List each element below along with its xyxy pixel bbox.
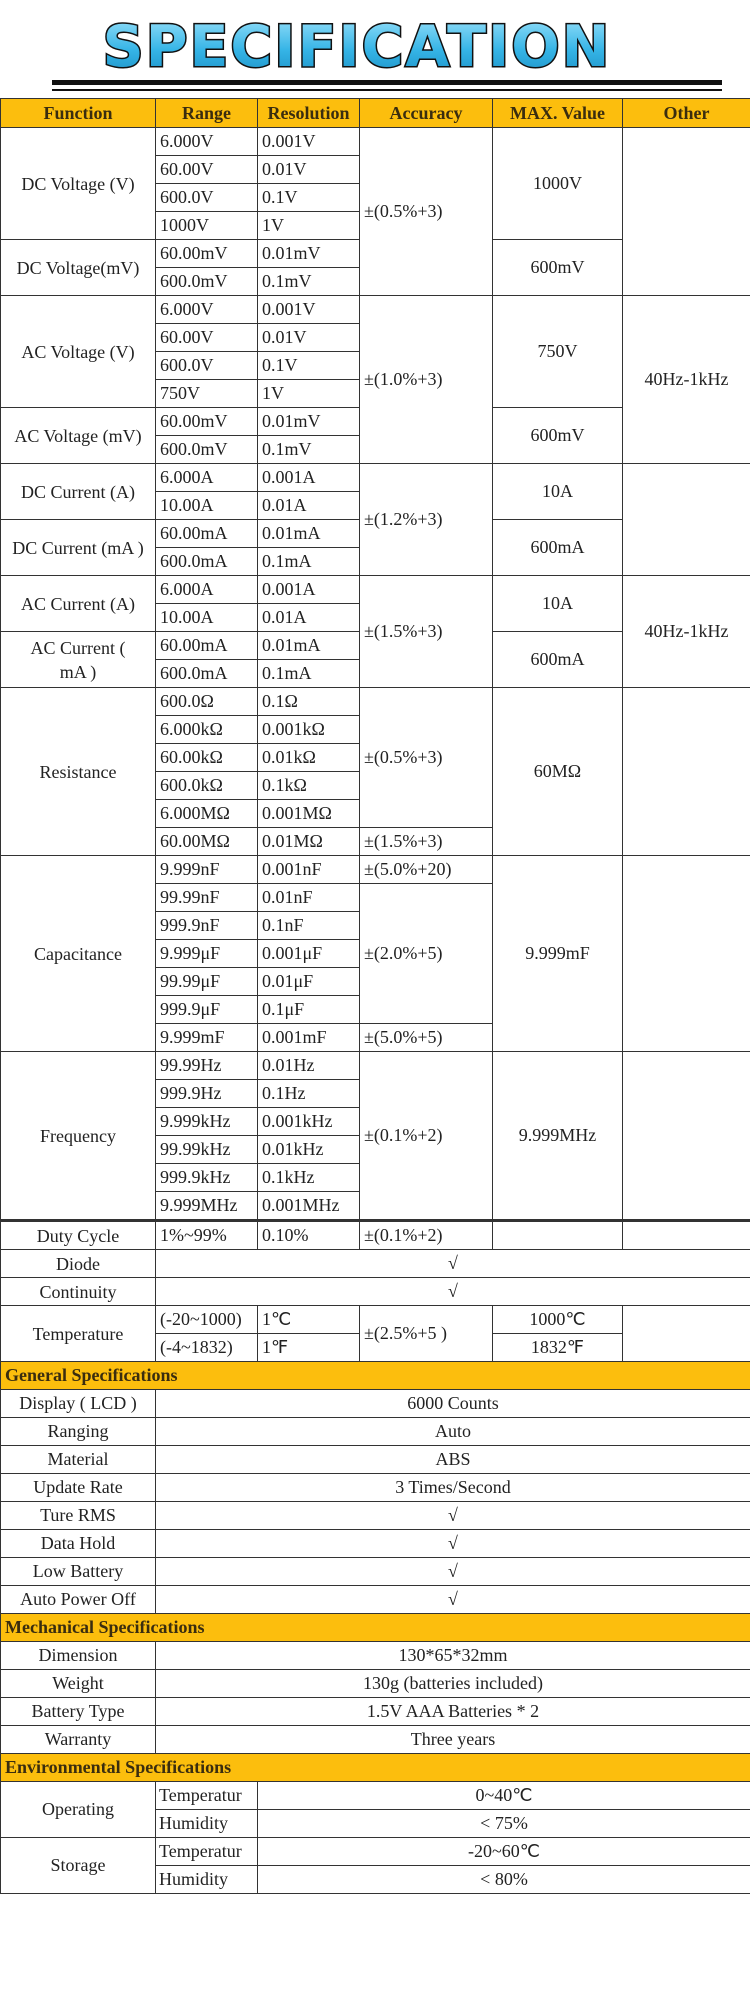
range-cell: 60.00V [156,324,258,352]
max-value-cell: 600mV [493,408,623,464]
spec-label: Ture RMS [1,1502,156,1530]
other-cell [623,1306,750,1362]
spec-label: Data Hold [1,1530,156,1558]
other-cell [623,1221,750,1250]
max-value-cell: 9.999MHz [493,1052,623,1221]
range-cell: 1000V [156,212,258,240]
function-diode: Diode [1,1250,156,1278]
accuracy-cell: ±(1.0%+3) [360,296,493,464]
function-frequency: Frequency [1,1052,156,1221]
resolution-cell: 0.001nF [258,856,360,884]
accuracy-cell: ±(1.5%+3) [360,828,493,856]
range-cell: 9.999μF [156,940,258,968]
range-cell: 6.000V [156,296,258,324]
spec-value: 6000 Counts [156,1390,750,1418]
other-cell [623,1052,750,1221]
table-row [1,1052,750,1080]
table-row [1,1558,750,1586]
spec-value: Three years [156,1726,750,1754]
resolution-cell: 0.1Ω [258,688,360,716]
resolution-cell: 0.001V [258,296,360,324]
other-cell [623,464,750,576]
resolution-cell: 0.1V [258,352,360,380]
section-title: Mechanical Specifications [1,1614,750,1642]
range-cell: 6.000MΩ [156,800,258,828]
resolution-cell: 0.1Hz [258,1080,360,1108]
range-cell: 10.00A [156,492,258,520]
header-max-value: MAX. Value [493,99,623,128]
spec-label: Update Rate [1,1474,156,1502]
range-cell: 1%~99% [156,1221,258,1250]
function-ac-current-ma: AC Current ( mA ) [1,632,156,688]
sub-label: Humidity [156,1810,258,1838]
resolution-cell: 0.01Hz [258,1052,360,1080]
range-cell: 600.0V [156,352,258,380]
header-function: Function [1,99,156,128]
header-accuracy: Accuracy [360,99,493,128]
max-value-cell: 600mV [493,240,623,296]
accuracy-cell: ±(2.0%+5) [360,884,493,1024]
function-resistance: Resistance [1,688,156,856]
check-cell: √ [156,1250,750,1278]
title-rule-thin [52,89,722,91]
resolution-cell: 1V [258,212,360,240]
resolution-cell: 0.01kHz [258,1136,360,1164]
spec-label: Dimension [1,1642,156,1670]
header-other: Other [623,99,750,128]
sub-label: Humidity [156,1866,258,1894]
max-value-cell: 600mA [493,520,623,576]
resolution-cell: 0.001A [258,464,360,492]
max-value-cell: 60MΩ [493,688,623,856]
table-row [1,576,750,604]
function-dc-current-a: DC Current (A) [1,464,156,520]
range-cell: 750V [156,380,258,408]
section-header-general [1,1362,750,1390]
resolution-cell: 0.01mA [258,632,360,660]
table-row [1,1390,750,1418]
spec-value: 3 Times/Second [156,1474,750,1502]
range-cell: 600.0mV [156,268,258,296]
header-resolution: Resolution [258,99,360,128]
resolution-cell: 0.001kΩ [258,716,360,744]
range-cell: 600.0mA [156,660,258,688]
function-ac-current-a: AC Current (A) [1,576,156,632]
function-temperature: Temperature [1,1306,156,1362]
table-row [1,1642,750,1670]
function-dc-voltage-mv: DC Voltage(mV) [1,240,156,296]
spec-label: Material [1,1446,156,1474]
resolution-cell: 0.1nF [258,912,360,940]
table-row [1,1838,750,1866]
resolution-cell: 0.01A [258,492,360,520]
accuracy-cell: ±(5.0%+5) [360,1024,493,1052]
resolution-cell: 0.01V [258,156,360,184]
spec-label: Display ( LCD ) [1,1390,156,1418]
spec-label: Warranty [1,1726,156,1754]
spec-value: √ [156,1586,750,1614]
other-cell: 40Hz-1kHz [623,576,750,688]
resolution-cell: 0.1mA [258,660,360,688]
range-cell: 999.9Hz [156,1080,258,1108]
range-cell: 600.0Ω [156,688,258,716]
range-cell: 6.000A [156,464,258,492]
resolution-cell: 1℃ [258,1306,360,1334]
header-range: Range [156,99,258,128]
table-row [1,1670,750,1698]
resolution-cell: 0.1mV [258,436,360,464]
spec-value: 130*65*32mm [156,1642,750,1670]
table-row [1,1698,750,1726]
accuracy-cell: ±(0.5%+3) [360,128,493,296]
range-cell: 600.0V [156,184,258,212]
range-cell: 60.00kΩ [156,744,258,772]
range-cell: (-4~1832) [156,1334,258,1362]
resolution-cell: 0.1μF [258,996,360,1024]
table-row [1,1586,750,1614]
function-dc-current-ma: DC Current (mA ) [1,520,156,576]
resolution-cell: 0.001A [258,576,360,604]
table-row [1,856,750,884]
spec-value: < 75% [258,1810,750,1838]
max-value-cell: 750V [493,296,623,408]
resolution-cell: 0.1mV [258,268,360,296]
resolution-cell: 0.1mA [258,548,360,576]
table-row [1,296,750,324]
page-title: SPECIFICATION [102,14,612,80]
range-cell: 60.00mV [156,408,258,436]
resolution-cell: 0.001μF [258,940,360,968]
accuracy-cell: ±(5.0%+20) [360,856,493,884]
range-cell: 99.99μF [156,968,258,996]
function-ac-voltage-mv: AC Voltage (mV) [1,408,156,464]
range-cell: 9.999kHz [156,1108,258,1136]
resolution-cell: 0.001mF [258,1024,360,1052]
range-cell: 600.0kΩ [156,772,258,800]
range-cell: 10.00A [156,604,258,632]
range-cell: 6.000V [156,128,258,156]
spec-value: -20~60℃ [258,1838,750,1866]
range-cell: 99.99Hz [156,1052,258,1080]
section-title: General Specifications [1,1362,750,1390]
other-cell [623,688,750,856]
spec-value: Auto [156,1418,750,1446]
table-row [1,1502,750,1530]
resolution-cell: 0.001V [258,128,360,156]
function-duty-cycle: Duty Cycle [1,1221,156,1250]
spec-value: 1.5V AAA Batteries * 2 [156,1698,750,1726]
spec-label: Battery Type [1,1698,156,1726]
table-row [1,1446,750,1474]
accuracy-cell: ±(0.1%+2) [360,1221,493,1250]
section-header-environmental [1,1754,750,1782]
resolution-cell: 0.01A [258,604,360,632]
spec-label-operating: Operating [1,1782,156,1838]
resolution-cell: 1℉ [258,1334,360,1362]
check-cell: √ [156,1278,750,1306]
max-value-cell: 9.999mF [493,856,623,1052]
function-dc-voltage-v: DC Voltage (V) [1,128,156,240]
table-row [1,1726,750,1754]
resolution-cell: 0.10% [258,1221,360,1250]
table-row [1,1250,750,1278]
table-row [1,1221,750,1250]
resolution-cell: 0.001kHz [258,1108,360,1136]
range-cell: 9.999nF [156,856,258,884]
resolution-cell: 0.01mV [258,408,360,436]
table-row [1,464,750,492]
spec-label: Auto Power Off [1,1586,156,1614]
resolution-cell: 0.01V [258,324,360,352]
range-cell: 99.99nF [156,884,258,912]
title-rule-thick [52,80,722,85]
range-cell: 999.9kHz [156,1164,258,1192]
range-cell: 9.999mF [156,1024,258,1052]
range-cell: 99.99kHz [156,1136,258,1164]
range-cell: 60.00mV [156,240,258,268]
range-cell: 6.000A [156,576,258,604]
range-cell: 600.0mV [156,436,258,464]
spec-label: Weight [1,1670,156,1698]
max-value-cell: 600mA [493,632,623,688]
spec-label: Low Battery [1,1558,156,1586]
sub-label: Temperatur [156,1838,258,1866]
range-cell: 60.00MΩ [156,828,258,856]
table-row [1,128,750,156]
spec-label: Ranging [1,1418,156,1446]
max-value-cell: 1000℃ [493,1306,623,1334]
table-row [1,1306,750,1334]
resolution-cell: 1V [258,380,360,408]
spec-label-storage: Storage [1,1838,156,1894]
resolution-cell: 0.01mA [258,520,360,548]
section-title: Environmental Specifications [1,1754,750,1782]
specification-table [0,98,750,1894]
table-row [1,1474,750,1502]
resolution-cell: 0.001MHz [258,1192,360,1221]
accuracy-cell: ±(0.5%+3) [360,688,493,828]
other-cell [623,128,750,296]
range-cell: 60.00V [156,156,258,184]
range-cell: 999.9nF [156,912,258,940]
table-row [1,1278,750,1306]
section-header-mechanical [1,1614,750,1642]
other-cell: 40Hz-1kHz [623,296,750,464]
table-row [1,1530,750,1558]
max-value-cell: 10A [493,576,623,632]
spec-value: √ [156,1558,750,1586]
max-value-cell [493,1221,623,1250]
resolution-cell: 0.01kΩ [258,744,360,772]
resolution-cell: 0.1kΩ [258,772,360,800]
resolution-cell: 0.01MΩ [258,828,360,856]
range-cell: 999.9μF [156,996,258,1024]
range-cell: 6.000kΩ [156,716,258,744]
max-value-cell: 1832℉ [493,1334,623,1362]
accuracy-cell: ±(1.5%+3) [360,576,493,688]
range-cell: (-20~1000) [156,1306,258,1334]
max-value-cell: 1000V [493,128,623,240]
sub-label: Temperatur [156,1782,258,1810]
spec-value: 0~40℃ [258,1782,750,1810]
function-ac-voltage-v: AC Voltage (V) [1,296,156,408]
range-cell: 60.00mA [156,632,258,660]
resolution-cell: 0.1V [258,184,360,212]
max-value-cell: 10A [493,464,623,520]
table-row [1,688,750,716]
range-cell: 60.00mA [156,520,258,548]
other-cell [623,856,750,1052]
spec-value: √ [156,1502,750,1530]
table-row [1,1782,750,1810]
spec-value: √ [156,1530,750,1558]
spec-value: ABS [156,1446,750,1474]
range-cell: 600.0mA [156,548,258,576]
table-row [1,1418,750,1446]
function-continuity: Continuity [1,1278,156,1306]
spec-value: 130g (batteries included) [156,1670,750,1698]
accuracy-cell: ±(2.5%+5 ) [360,1306,493,1362]
accuracy-cell: ±(1.2%+3) [360,464,493,576]
resolution-cell: 0.01nF [258,884,360,912]
accuracy-cell: ±(0.1%+2) [360,1052,493,1221]
resolution-cell: 0.001MΩ [258,800,360,828]
range-cell: 9.999MHz [156,1192,258,1221]
resolution-cell: 0.1kHz [258,1164,360,1192]
table-header-row [1,99,750,128]
resolution-cell: 0.01μF [258,968,360,996]
function-capacitance: Capacitance [1,856,156,1052]
spec-value: < 80% [258,1866,750,1894]
resolution-cell: 0.01mV [258,240,360,268]
